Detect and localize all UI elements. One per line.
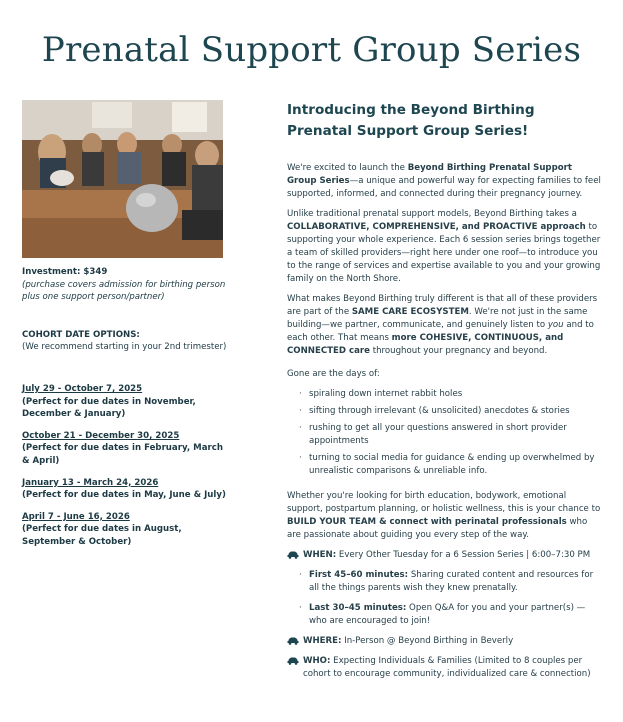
right-column [287,100,603,688]
approach-emphasis: COLLABORATIVE, COMPREHENSIVE, and PROACTIVE approach [287,222,586,232]
investment-label: Investment: $349 [22,267,108,277]
gone-list [287,388,603,478]
cohort-note: (We recommend starting in your 2nd trimester) [22,342,227,353]
care-emphasis: more COHESIVE, CONTINUOUS, and CONNECTED care [287,333,564,356]
text-run: We're excited to launch the [287,163,408,173]
bullet-icon: · [299,389,302,399]
group-photo-image [22,100,223,258]
car-icon [287,550,299,564]
text-run: —a unique and powerful way for expecting families to feel supported, informed, and connected during their pregnancy journey. [287,176,601,199]
cohort-due-note: (Perfect for due dates in August, September & October) [22,524,182,547]
where-text: In-Person @ Beyond Birthing in Beverly [341,636,514,646]
first-label: First 45–60 minutes: [309,570,409,580]
when-line [287,549,603,562]
intro-heading: Introducing the Beyond Birthing Prenatal Support Group Series! [287,102,535,139]
last-segment [287,602,603,628]
text-run: to supporting your whole experience. Each 6 session series brings together a team of skilled providers—right here under one roof—to introduce you to the range of services and expertise available to you and your growing family on the North Shore. [287,222,601,284]
bullet-icon: · [299,603,302,613]
series-name: Beyond Birthing Prenatal Support Group Series [287,163,572,186]
cohort-due-note: (Perfect for due dates in May, June & July) [22,490,226,501]
cohort-option [22,511,232,549]
ecosystem-paragraph [287,293,603,358]
car-icon [287,656,299,670]
left-column [22,100,232,549]
cohort-due-note: (Perfect for due dates in February, March & April) [22,443,223,466]
last-label: Last 30–45 minutes: [309,603,407,613]
you-emphasis: you [547,320,564,330]
list-item-text: sifting through irrelevant (& unsolicited) anecdotes & stories [309,406,570,416]
first-segment [287,569,603,595]
cohort-dates: July 29 - October 7, 2025 [22,383,143,394]
gone-heading: Gone are the days of: [287,369,380,379]
investment-note: (purchase covers admission for birthing person plus one support person/partner) [22,279,226,303]
group-photo [22,100,223,258]
text-run: Whether you're looking for birth education, bodywork, emotional support, postpartum planning, or holistic wellness, this is your chance to [287,491,601,514]
cohort-option [22,383,232,421]
who-line [287,655,603,681]
ecosystem-emphasis: SAME CARE ECOSYSTEM [351,307,469,317]
where-label: WHERE: [303,636,342,646]
text-run: and to each other. That means [287,320,594,343]
cohort-block [22,329,232,354]
list-item [287,388,603,401]
investment-block [22,266,232,304]
when-label: WHEN: [303,550,337,560]
cohort-dates: October 21 - December 30, 2025 [22,430,180,441]
car-icon [287,636,299,650]
page-title: Prenatal Support Group Series [41,30,582,70]
list-item-text: rushing to get all your questions answered in short provider appointments [309,423,567,446]
cohort-option [22,477,232,502]
intro-paragraph [287,162,603,201]
who-label: WHO: [303,656,331,666]
approach-paragraph [287,208,603,286]
text-run: who are passionate about guiding you every step of the way. [287,517,588,540]
team-emphasis: BUILD YOUR TEAM & connect with perinatal professionals [287,517,567,527]
cohort-option [22,430,232,468]
who-text: Expecting Individuals & Families (Limited to 8 couples per cohort to encourage community, individualized care & connection) [303,656,591,679]
bullet-icon: · [299,406,302,416]
bullet-icon: · [299,453,302,463]
list-item [287,405,603,418]
when-text: Every Other Tuesday for a 6 Session Series | 6:00–7:30 PM [336,550,591,560]
text-run: Unlike traditional prenatal support models, Beyond Birthing takes a [287,209,577,219]
cohort-due-note: (Perfect for due dates in November, December & January) [22,396,196,420]
last-text: Open Q&A for you and your partner(s) — who are encouraged to join! [309,603,586,626]
first-text: Sharing curated content and resources for all the things parents wish they knew prenatally. [309,570,594,593]
cohort-dates: January 13 - March 24, 2026 [22,477,159,488]
bullet-icon: · [299,423,302,433]
text-run: throughout your pregnancy and beyond. [370,346,548,356]
list-item-text: spiraling down internet rabbit holes [309,389,463,399]
cohort-heading: COHORT DATE OPTIONS: [22,329,140,340]
team-paragraph [287,490,603,542]
where-line [287,635,603,648]
text-run: What makes Beyond Birthing truly different is that all of these providers are part of the [287,294,598,317]
bullet-icon: · [299,570,302,580]
text-run: . We're not just in the same building—we partner, communicate, and genuinely listen to [287,307,588,330]
list-item-text: turning to social media for guidance & ending up overwhelmed by unrealistic comparisons & unreliable info. [309,453,595,476]
list-item [287,422,603,448]
cohort-dates: April 7 - June 16, 2026 [22,511,130,522]
list-item [287,452,603,478]
